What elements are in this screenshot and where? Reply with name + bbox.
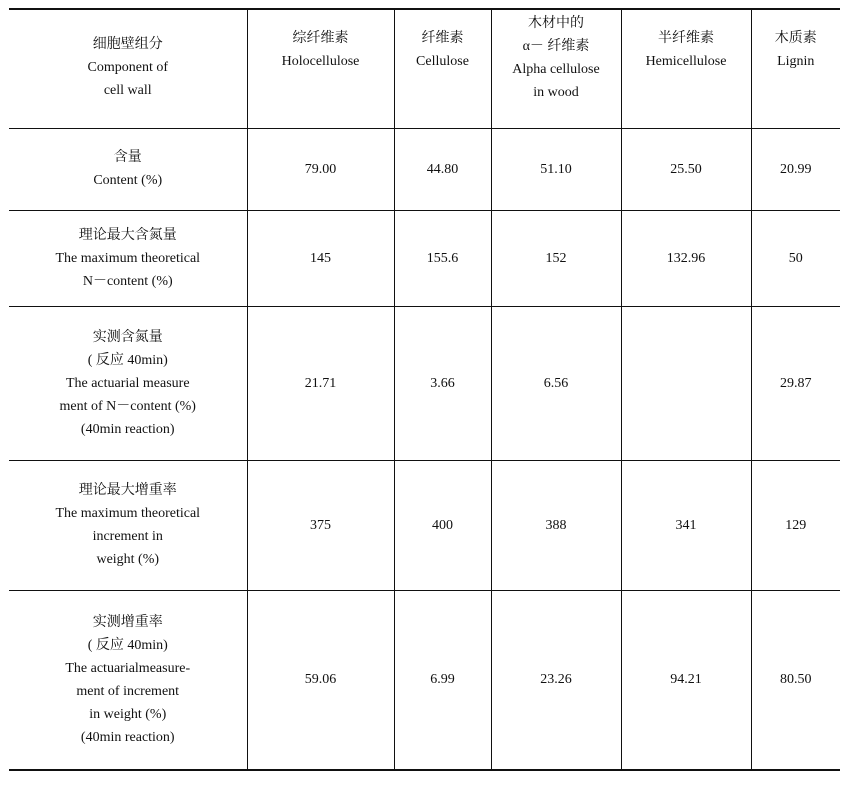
row-label-line: in weight (%): [89, 706, 167, 722]
table-cell: 50: [751, 210, 840, 306]
header-cell-cellulose: [394, 9, 491, 128]
table-cell: 79.00: [247, 128, 394, 210]
header-line: 纤维素: [421, 31, 464, 46]
row-label-line: The maximum theoretical: [55, 250, 201, 266]
table-row: [9, 210, 840, 306]
header-cell-holocellulose: [247, 9, 394, 128]
row-label-line: increment in: [92, 529, 163, 544]
table-cell: 44.80: [394, 128, 491, 210]
header-line: cell wall: [103, 83, 152, 98]
table-cell: 80.50: [751, 590, 840, 770]
cell-wall-table: [9, 8, 840, 771]
table-cell: 400: [394, 460, 491, 590]
row-label-line: ( 反应 40min): [87, 637, 168, 653]
header-cell-alpha-cellulose: [491, 9, 621, 128]
row-label-line: weight (%): [96, 552, 160, 567]
table-row: [9, 590, 840, 770]
table-cell: 6.56: [491, 306, 621, 460]
row-label: [9, 210, 247, 306]
table-cell: 20.99: [751, 128, 840, 210]
row-label: [9, 590, 247, 770]
table-cell: 3.66: [394, 306, 491, 460]
table-cell: 29.87: [751, 306, 840, 460]
table-cell: 23.26: [491, 590, 621, 770]
header-line: Holocellulose: [281, 54, 360, 69]
header-line: Component of: [87, 60, 168, 75]
table-cell: 155.6: [394, 210, 491, 306]
row-label-line: The actuarialmeasure-: [65, 660, 191, 676]
table-cell: 129: [751, 460, 840, 590]
row-label-line: The actuarial measure: [65, 375, 190, 391]
header-line: 木材中的: [528, 16, 584, 31]
table-cell: 145: [247, 210, 394, 306]
header-line: 半纤维素: [658, 31, 714, 46]
header-line: 细胞壁组分: [92, 37, 163, 52]
row-label-line: Content (%): [93, 173, 163, 188]
row-label-line: 理论最大含氮量: [78, 227, 177, 243]
row-label-line: ( 反应 40min): [87, 352, 168, 368]
row-label: [9, 128, 247, 210]
table-cell: 152: [491, 210, 621, 306]
row-label-line: 含量: [113, 150, 142, 165]
header-cell-hemicellulose: [621, 9, 751, 128]
row-label-line: 实测含氮量: [92, 329, 163, 345]
table-cell: 375: [247, 460, 394, 590]
header-row: [9, 9, 840, 128]
row-label-line: ment of increment: [76, 683, 180, 699]
table-cell: 25.50: [621, 128, 751, 210]
table-cell: 132.96: [621, 210, 751, 306]
header-line: Alpha cellulose: [512, 62, 600, 77]
header-line: 综纤维素: [292, 31, 349, 46]
table-row: [9, 306, 840, 460]
table-cell: 51.10: [491, 128, 621, 210]
header-line: Lignin: [777, 54, 815, 69]
table-cell: 341: [621, 460, 751, 590]
row-label-line: (40min reaction): [80, 729, 175, 745]
header-line: α－ 纤维素: [522, 39, 590, 54]
header-line: Hemicellulose: [645, 54, 727, 69]
table-row: [9, 460, 840, 590]
header-cell-component: [9, 9, 247, 128]
table-cell: 59.06: [247, 590, 394, 770]
header-line: 木质素: [774, 31, 817, 46]
row-label: [9, 460, 247, 590]
header-cell-lignin: [751, 9, 840, 128]
table-cell: 388: [491, 460, 621, 590]
row-label-line: ment of N－content (%): [59, 398, 196, 414]
row-label: [9, 306, 247, 460]
header-line: in wood: [533, 85, 579, 100]
header-line: Cellulose: [416, 54, 469, 69]
row-label-line: N－content (%): [82, 273, 173, 289]
table-cell: 21.71: [247, 306, 394, 460]
row-label-line: 实测增重率: [92, 614, 163, 630]
row-label-line: The maximum theoretical: [55, 506, 201, 521]
row-label-line: (40min reaction): [80, 421, 175, 437]
table-cell: 6.99: [394, 590, 491, 770]
table-row: [9, 128, 840, 210]
table-cell: [621, 306, 751, 460]
row-label-line: 理论最大增重率: [78, 483, 177, 498]
table-cell: 94.21: [621, 590, 751, 770]
